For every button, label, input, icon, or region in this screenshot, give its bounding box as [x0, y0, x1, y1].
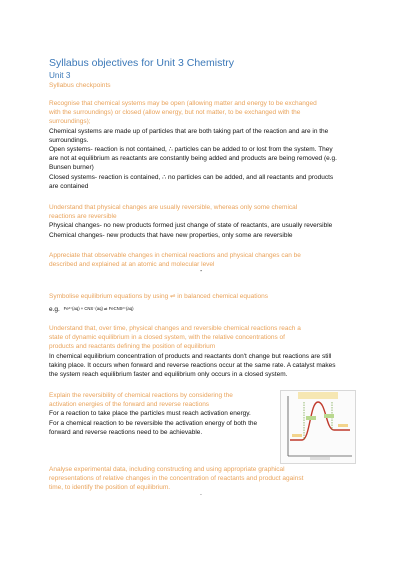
body-line: taking place. It occurs when forward and reverse reactions occur at the same rate. A catalyst makes: [49, 361, 336, 369]
body-line: are not at equilibrium as reactants are constantly being added and products are being removed (e.g.: [49, 155, 337, 163]
section-observable-changes: [49, 251, 355, 269]
objective-line: reactions are reversible: [49, 213, 117, 221]
objective-line: Recognise that chemical systems may be open (allowing matter and energy to be exchanged: [49, 100, 317, 107]
graph-title-label: [298, 392, 338, 399]
objective-line: products and reactants defining the position of equilibrium: [49, 343, 216, 351]
page-title: Syllabus objectives for Unit 3 Chemistry: [49, 57, 234, 69]
objective-line: Symbolise equilibrium equations by using ⇌ in balanced chemical equations: [49, 293, 268, 300]
objective-line: state of dynamic equilibrium in a closed system, with the relative concentrations of: [49, 334, 285, 342]
reverse-ea-label: [324, 414, 334, 418]
body-line: Bunsen burner): [49, 164, 94, 172]
products-label: [338, 424, 348, 427]
section-analyse-data: [49, 465, 355, 493]
objective-line: described and explained at an atomic and molecular level: [49, 261, 215, 269]
body-line: Closed systems- reaction is contained, ∴ no particles can be added, and all reactants and products: [49, 173, 334, 181]
body-line: surroundings.: [49, 136, 89, 144]
reactants-label: [292, 434, 302, 437]
objective-line: Analyse experimental data, including constructing and using appropriate graphical: [49, 466, 285, 473]
objective-line: Appreciate that observable changes in chemical reactions and physical changes can be: [49, 252, 301, 259]
objective-line: Understand that, over time, physical changes and reversible chemical reactions reach a: [49, 325, 301, 332]
section-activation-energy: [49, 391, 275, 437]
body-line: Open systems- reaction is not contained, ∴ particles can be added to or lost from the system. They: [49, 146, 333, 154]
objective-line: with the surroundings) or closed (allow energy, but not matter, to be exchanged with the: [49, 109, 301, 117]
section-physical-chemical-changes: [49, 203, 355, 240]
dash-mark: -: [200, 268, 203, 275]
section-equilibrium-symbol: [49, 292, 355, 301]
body-line: For a chemical reaction to be reversible the activation energy of both the: [49, 419, 258, 427]
objective-line: Explain the reversibility of chemical reactions by considering the: [49, 392, 233, 399]
dot-mark: .: [200, 490, 202, 497]
body-line: the system reach equilibrium faster and equilibrium only occurs in a closed system.: [49, 371, 288, 379]
objective-line: surroundings);: [49, 118, 91, 126]
body-line: Chemical changes- new products that have new properties, only some are reversible: [49, 231, 293, 239]
objective-line: representations of relative changes in the concentration of reactants and product against: [49, 475, 304, 483]
example-prefix: e.g.: [49, 306, 60, 313]
x-axis-label: [310, 457, 330, 460]
body-line: For a reaction to take place the particles must reach activation energy.: [49, 410, 251, 418]
section-heading: Syllabus checkpoints: [49, 82, 111, 89]
section-dynamic-equilibrium: [49, 324, 355, 379]
section-open-closed-systems: [49, 99, 355, 191]
body-line: Chemical systems are made up of particles that are both taking part of the reaction and are in the: [49, 127, 329, 135]
example-equation: [49, 306, 133, 313]
forward-ea-label: [306, 416, 316, 420]
body-line: forward and reverse reactions need to be achievable.: [49, 428, 203, 436]
body-line: are contained: [49, 182, 89, 190]
objective-line: activation energies of the forward and reverse reactions: [49, 401, 210, 409]
body-line: Physical changes- no new products formed just change of state of reactants, are usually reversible: [49, 222, 333, 230]
body-line: In chemical equilibrium concentration of products and reactants don't change but reactions are still: [49, 352, 332, 360]
objective-line: Understand that physical changes are usually reversible, whereas only some chemical: [49, 204, 298, 211]
unit-heading: Unit 3: [49, 71, 71, 80]
chemical-equation: Fe³⁺(aq) + CNS⁻(aq) ⇌ FeCNS²⁺(aq): [63, 306, 134, 311]
objective-line: time, to identify the position of equilibrium.: [49, 484, 171, 492]
energy-profile-graph: [280, 390, 356, 464]
